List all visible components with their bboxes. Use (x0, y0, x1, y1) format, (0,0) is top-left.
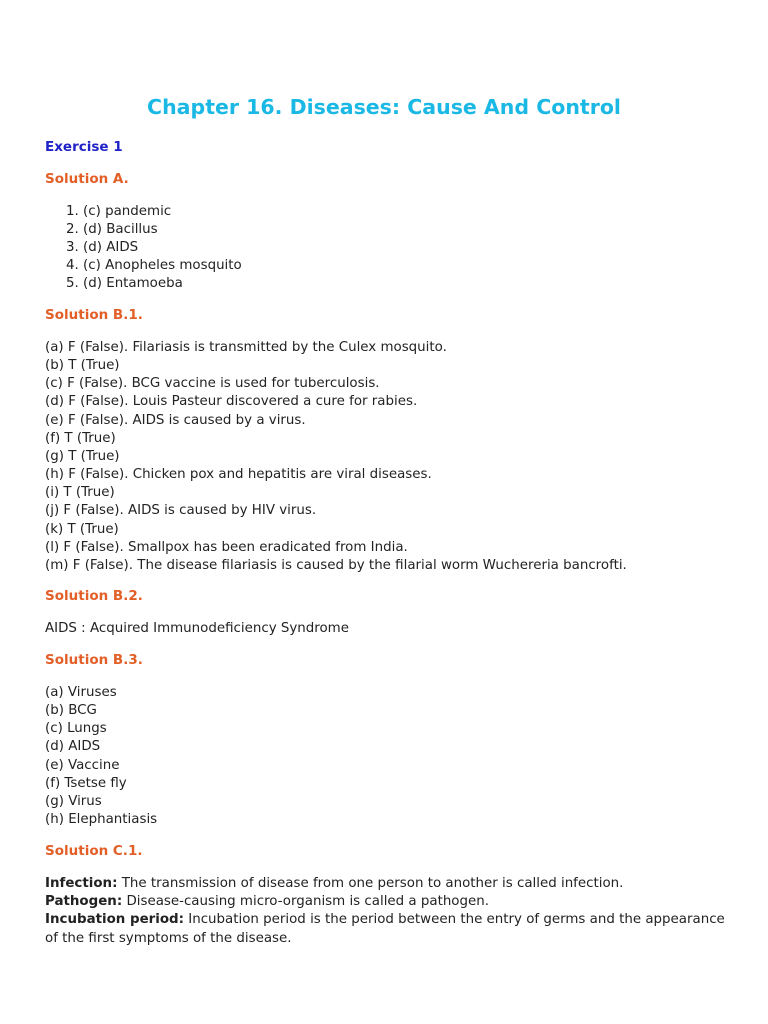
definition-incubation-period (45, 911, 735, 947)
definition-text: The transmission of disease from one person to another is called infection. (117, 876, 624, 891)
list-item: (e) F (False). AIDS is caused by a virus. (45, 412, 306, 428)
solution-b2-text: AIDS : Acquired Immunodeficiency Syndrome (45, 621, 349, 636)
list-item: (k) T (True) (45, 521, 119, 537)
definition-infection (45, 875, 735, 893)
list-item: (g) T (True) (45, 448, 120, 464)
list-item: 3. (d) AIDS (66, 240, 139, 255)
definition-term: Pathogen: (45, 894, 123, 910)
list-item: (d) AIDS (45, 739, 101, 755)
list-item: (c) Lungs (45, 721, 107, 737)
list-item: (a) Viruses (45, 685, 117, 700)
solution-b2-heading: Solution B.2. (45, 588, 143, 604)
list-item: 2. (d) Bacillus (66, 222, 158, 237)
list-item: (b) T (True) (45, 358, 120, 374)
list-item: (l) F (False). Smallpox has been eradicated from India. (45, 539, 408, 555)
list-item: (h) Elephantiasis (45, 812, 158, 828)
definition-text: Disease-causing micro-organism is called a pathogen. (122, 894, 489, 910)
solution-b1-heading: Solution B.1. (45, 307, 143, 323)
solution-a-list (66, 203, 242, 293)
list-item: (j) F (False). AIDS is caused by HIV virus. (45, 503, 317, 519)
list-item: (d) F (False). Louis Pasteur discovered a cure for rabies. (45, 394, 418, 410)
definition-term: Infection: (45, 876, 118, 891)
list-item: (m) F (False). The disease filariasis is caused by the filarial worm Wuchereria bancrofti. (45, 557, 627, 573)
solution-b3-heading: Solution B.3. (45, 652, 143, 668)
chapter-title: Chapter 16. Diseases: Cause And Control (147, 95, 621, 119)
list-item: 5. (d) Entamoeba (66, 276, 183, 291)
definition-pathogen (45, 893, 735, 911)
solution-c1-definitions (45, 875, 735, 948)
list-item: (i) T (True) (45, 485, 115, 501)
list-item: (b) BCG (45, 703, 97, 719)
solution-a-heading: Solution A. (45, 171, 129, 187)
list-item: (h) F (False). Chicken pox and hepatitis are viral diseases. (45, 467, 432, 483)
list-item: (c) F (False). BCG vaccine is used for tuberculosis. (45, 376, 380, 392)
list-item: (e) Vaccine (45, 757, 120, 773)
exercise-heading: Exercise 1 (45, 139, 123, 155)
list-item: 4. (c) Anopheles mosquito (66, 258, 242, 273)
list-item: (a) F (False). Filariasis is transmitted by the Culex mosquito. (45, 340, 447, 355)
solution-b3-list (45, 684, 157, 829)
list-item: 1. (c) pandemic (66, 204, 172, 219)
definition-text: Incubation period is the period between the entry of germs and the appearance of the first symptoms of the disease. (45, 912, 725, 946)
list-item: (g) Virus (45, 793, 102, 809)
list-item: (f) T (True) (45, 430, 116, 446)
solution-c1-heading: Solution C.1. (45, 843, 143, 859)
list-item: (f) Tsetse fly (45, 775, 127, 791)
solution-b1-list (45, 339, 627, 575)
definition-term: Incubation period: (45, 912, 184, 928)
